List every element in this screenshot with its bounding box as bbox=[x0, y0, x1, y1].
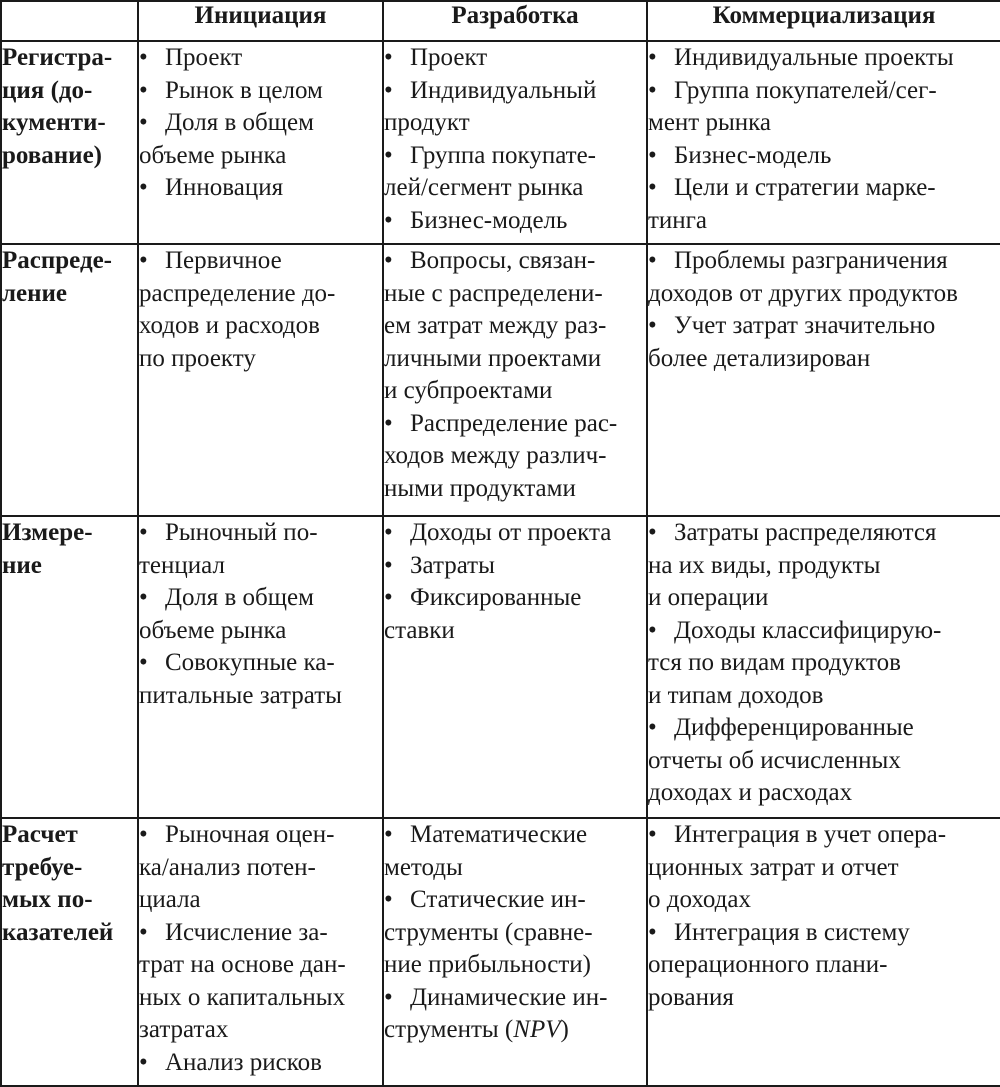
list-item: • Бизнес-модель bbox=[384, 206, 568, 234]
row-label-distribution bbox=[1, 244, 138, 516]
table-row bbox=[1, 244, 1000, 516]
item-continuation: ными продуктами bbox=[384, 474, 576, 502]
item-continuation: трат на основе дан- bbox=[139, 951, 346, 978]
item-text: Математические bbox=[410, 821, 588, 848]
item-continuation bbox=[384, 1014, 646, 1047]
item-text: Рыночный по- bbox=[165, 519, 318, 546]
list-item: • Затраты распределяются bbox=[648, 519, 937, 546]
list-item: • Динамические ин- bbox=[384, 983, 608, 1011]
item-continuation: циала bbox=[139, 886, 201, 913]
item-continuation: затратах bbox=[139, 1016, 229, 1043]
row-label-line: Распреде- bbox=[2, 247, 113, 274]
item-continuation: ционных затрат и отчет bbox=[648, 853, 899, 881]
item-continuation: доходах и расходах bbox=[648, 779, 853, 806]
item-text: Затраты распределяются bbox=[674, 519, 937, 546]
item-continuation: более детализирован bbox=[648, 344, 871, 372]
item-continuation: операционного плани- bbox=[648, 951, 888, 978]
item-text: Доля в общем bbox=[165, 584, 314, 611]
item-continuation: и субпроектами bbox=[384, 377, 553, 404]
list-item: • Первичное bbox=[139, 247, 282, 274]
item-text: Первичное bbox=[165, 247, 282, 274]
list-item: • Бизнес-модель bbox=[648, 141, 832, 169]
cell-measurement-commercialization bbox=[647, 516, 1000, 818]
header-initiation: Инициация bbox=[138, 1, 383, 41]
item-text: Дифференцированные bbox=[674, 714, 914, 741]
list-item: • Индивидуальный bbox=[384, 76, 597, 104]
item-continuation: ка/анализ потен- bbox=[139, 853, 316, 881]
list-item: • Рыночная оцен- bbox=[139, 821, 335, 848]
list-item: • Исчисление за- bbox=[139, 918, 328, 946]
item-text: Затраты bbox=[410, 551, 495, 579]
item-text: Цели и стратегии марке- bbox=[674, 174, 936, 201]
item-continuation: тенциал bbox=[139, 551, 225, 579]
item-continuation: объеме рынка bbox=[139, 141, 287, 169]
row-label-line: Регистра- bbox=[2, 44, 113, 71]
item-continuation: тинга bbox=[648, 206, 708, 234]
table-row bbox=[1, 516, 1000, 818]
cell-measurement-development bbox=[383, 516, 647, 818]
item-continuation: ных о капитальных bbox=[139, 983, 346, 1011]
item-text: Проблемы разграничения bbox=[674, 247, 948, 274]
item-continuation: струменты (сравне- bbox=[384, 918, 593, 946]
item-text: Индивидуальный bbox=[410, 76, 597, 104]
list-item: • Рынок в целом bbox=[139, 76, 323, 104]
list-item: • Доля в общем bbox=[139, 109, 314, 136]
list-item: • Доходы от проекта bbox=[384, 519, 612, 546]
list-item: • Инновация bbox=[139, 174, 284, 201]
item-continuation: объеме рынка bbox=[139, 616, 287, 644]
item-continuation: ем затрат между раз- bbox=[384, 312, 607, 339]
list-item: • Затраты bbox=[384, 551, 495, 579]
list-item: • Доходы классифицирую- bbox=[648, 616, 942, 644]
item-text: Доля в общем bbox=[165, 109, 314, 136]
row-label-measurement bbox=[1, 516, 138, 818]
cell-distribution-initiation bbox=[138, 244, 383, 516]
row-label-line: ние bbox=[2, 551, 42, 579]
cell-registration-development bbox=[383, 41, 647, 244]
list-item: • Интеграция в систему bbox=[648, 918, 910, 946]
header-development: Разработка bbox=[383, 1, 647, 41]
item-continuation: о доходах bbox=[648, 886, 751, 913]
list-item: • Группа покупателей/сег- bbox=[648, 76, 937, 104]
list-item: • Проект bbox=[384, 44, 488, 71]
list-item: • Совокупные ка- bbox=[139, 649, 335, 676]
item-text: Распределение рас- bbox=[410, 409, 618, 437]
item-continuation: доходов от других продуктов bbox=[648, 279, 958, 307]
table-row bbox=[1, 818, 1000, 1086]
header-corner bbox=[1, 1, 138, 41]
list-item: • Анализ рисков bbox=[139, 1048, 322, 1076]
list-item: • Интеграция в учет опера- bbox=[648, 821, 947, 848]
item-text: Анализ рисков bbox=[165, 1048, 322, 1076]
item-continuation: лей/сегмент рынка bbox=[384, 174, 584, 201]
list-item: • Фиксированные bbox=[384, 584, 582, 611]
row-label-line: Измере- bbox=[2, 519, 93, 546]
header-row bbox=[1, 1, 1000, 41]
cell-measurement-initiation bbox=[138, 516, 383, 818]
list-item: • Статические ин- bbox=[384, 886, 586, 913]
item-text: Статические ин- bbox=[410, 886, 586, 913]
list-item: • Проект bbox=[139, 44, 243, 71]
cell-registration-initiation bbox=[138, 41, 383, 244]
cell-calculation-commercialization bbox=[647, 818, 1000, 1086]
item-continuation: рования bbox=[648, 983, 734, 1011]
row-label-calculation bbox=[1, 818, 138, 1086]
cell-calculation-development bbox=[383, 818, 647, 1086]
list-item: • Вопросы, связан- bbox=[384, 247, 596, 274]
item-continuation: мент рынка bbox=[648, 109, 772, 136]
item-continuation: тся по видам продуктов bbox=[648, 649, 901, 676]
list-item: • Доля в общем bbox=[139, 584, 314, 611]
list-item: • Цели и стратегии марке- bbox=[648, 174, 936, 201]
item-continuation: и операции bbox=[648, 584, 769, 611]
item-continuation: ходов между различ- bbox=[384, 442, 607, 469]
item-text: ) bbox=[560, 1016, 569, 1043]
cell-distribution-development bbox=[383, 244, 647, 516]
item-continuation: отчеты об исчисленных bbox=[648, 746, 901, 774]
row-label-line: требуе- bbox=[2, 853, 83, 881]
item-text: Динамические ин- bbox=[410, 983, 608, 1011]
list-item: • Рыночный по- bbox=[139, 519, 318, 546]
item-continuation: ние прибыльности) bbox=[384, 951, 591, 978]
item-continuation: продукт bbox=[384, 109, 470, 136]
item-text: Интеграция в учет опера- bbox=[674, 821, 947, 848]
item-continuation: ходов и расходов bbox=[139, 312, 320, 339]
list-item: • Дифференцированные bbox=[648, 714, 914, 741]
item-text: Исчисление за- bbox=[165, 918, 328, 946]
item-continuation: ные с распределени- bbox=[384, 279, 603, 307]
item-text: Рынок в целом bbox=[165, 76, 323, 104]
list-item: • Распределение рас- bbox=[384, 409, 618, 437]
item-text: Фиксированные bbox=[410, 584, 582, 611]
item-continuation: по проекту bbox=[139, 344, 256, 372]
row-label-line: рование) bbox=[2, 141, 103, 169]
list-item: • Математические bbox=[384, 821, 588, 848]
item-text: Учет затрат значительно bbox=[674, 312, 936, 339]
item-text: Группа покупателей/сег- bbox=[674, 76, 937, 104]
item-text: Группа покупате- bbox=[410, 141, 596, 169]
list-item: • Проблемы разграничения bbox=[648, 247, 948, 274]
row-label-line: ление bbox=[2, 279, 68, 307]
header-commercialization: Коммерциализация bbox=[647, 1, 1000, 41]
item-text: Инновация bbox=[165, 174, 284, 201]
npv-abbreviation: NPV bbox=[513, 1016, 561, 1043]
row-label-line: мых по- bbox=[2, 886, 93, 913]
item-text: Доходы классифицирую- bbox=[674, 616, 942, 644]
item-text: Доходы от проекта bbox=[410, 519, 612, 546]
list-item: • Группа покупате- bbox=[384, 141, 596, 169]
item-text: Бизнес-модель bbox=[410, 206, 568, 234]
row-label-line: ция (до- bbox=[2, 76, 93, 104]
item-text: Бизнес-модель bbox=[674, 141, 832, 169]
item-text: Вопросы, связан- bbox=[410, 247, 596, 274]
item-continuation: распределение до- bbox=[139, 279, 336, 307]
item-continuation: ставки bbox=[384, 616, 455, 644]
item-text: Индивидуальные проекты bbox=[674, 44, 954, 71]
table-row bbox=[1, 41, 1000, 244]
list-item: • Индивидуальные проекты bbox=[648, 44, 954, 71]
item-continuation: личными проектами bbox=[384, 344, 602, 372]
item-text: Рыночная оцен- bbox=[165, 821, 335, 848]
item-continuation: и типам доходов bbox=[648, 681, 824, 709]
cell-registration-commercialization bbox=[647, 41, 1000, 244]
item-continuation: питальные затраты bbox=[139, 681, 342, 709]
cell-calculation-initiation bbox=[138, 818, 383, 1086]
item-text: Проект bbox=[165, 44, 243, 71]
item-text: Совокупные ка- bbox=[165, 649, 335, 676]
item-text: Интеграция в систему bbox=[674, 918, 910, 946]
item-text: Проект bbox=[410, 44, 488, 71]
cell-distribution-commercialization bbox=[647, 244, 1000, 516]
row-label-line: кументи- bbox=[2, 109, 106, 136]
item-continuation: на их виды, продукты bbox=[648, 551, 881, 579]
row-label-line: Расчет bbox=[2, 821, 78, 848]
row-label-registration bbox=[1, 41, 138, 244]
item-continuation: методы bbox=[384, 853, 463, 881]
list-item: • Учет затрат значительно bbox=[648, 312, 936, 339]
item-text: струменты ( bbox=[384, 1016, 514, 1043]
row-label-line: казателей bbox=[2, 918, 114, 946]
